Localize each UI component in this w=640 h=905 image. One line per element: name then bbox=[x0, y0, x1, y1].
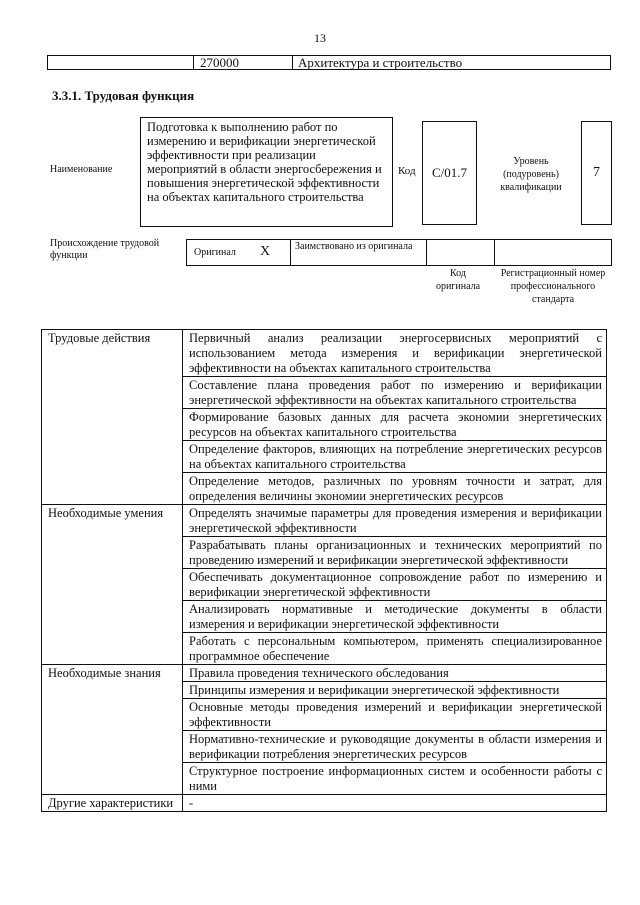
table-cell: Формирование базовых данных для расчета экономии энергетических ресурсов на объектах капитального строительства bbox=[183, 409, 607, 441]
table-cell: Составление плана проведения работ по измерению и верификации энергетической эффективности на объектах капитального строительства bbox=[183, 377, 607, 409]
table-row bbox=[42, 665, 607, 682]
row-label-knowledge: Необходимые знания bbox=[42, 665, 183, 795]
origin-label: Происхождение трудовой функции bbox=[50, 238, 160, 261]
table-cell: Структурное построение информационных систем и особенности работы с ними bbox=[183, 763, 607, 795]
table-cell: Работать с персональным компьютером, применять специализированное программное обеспечение bbox=[183, 633, 607, 665]
original-cell bbox=[187, 240, 291, 265]
table-row bbox=[42, 795, 607, 812]
table-row bbox=[42, 505, 607, 537]
page-number: 13 bbox=[314, 31, 326, 45]
original-label: Оригинал bbox=[194, 247, 236, 258]
reg-number-label: Регистрационный номер профессионального стандарта bbox=[500, 268, 606, 305]
borrowed-cell bbox=[291, 240, 427, 265]
original-mark: X bbox=[260, 244, 271, 259]
table-row bbox=[42, 330, 607, 377]
table-cell: Правила проведения технического обследования bbox=[183, 665, 607, 682]
table-cell: Определять значимые параметры для проведения измерения и верификации энергетической эффективности bbox=[183, 505, 607, 537]
function-code: C/01.7 bbox=[422, 121, 477, 225]
code-label: Код bbox=[398, 165, 416, 177]
qualification-level: 7 bbox=[581, 121, 612, 225]
row-label-skills: Необходимые умения bbox=[42, 505, 183, 665]
table-cell: Основные методы проведения измерений и верификации энергетической эффективности bbox=[183, 699, 607, 731]
occupation-code-row bbox=[47, 55, 611, 70]
occupation-name: Архитектура и строительство bbox=[298, 55, 463, 70]
table-cell: - bbox=[183, 795, 607, 812]
table-cell: Принципы измерения и верификации энергетической эффективности bbox=[183, 682, 607, 699]
section-title: 3.3.1. Трудовая функция bbox=[52, 88, 195, 103]
reg-number-cell bbox=[495, 240, 611, 265]
code-original-cell bbox=[427, 240, 495, 265]
occupation-code: 270000 bbox=[193, 55, 293, 70]
table-cell: Обеспечивать документационное сопровождение работ по измерению и верификации энергетической эффективности bbox=[183, 569, 607, 601]
origin-row bbox=[186, 239, 612, 266]
table-cell: Первичный анализ реализации энергосервисных мероприятий с использованием метода измерения и верификации энергетической эффективности на объектах капитального строительства bbox=[183, 330, 607, 377]
row-label-labor-actions: Трудовые действия bbox=[42, 330, 183, 505]
level-label: Уровень (подуровень) квалификации bbox=[500, 156, 562, 193]
function-name: Подготовка к выполнению работ по измерению и верификации энергетической эффективности при реализации мероприятий в области энергосбережения и повышения энергетической эффективности на объектах капитального строительства bbox=[140, 117, 393, 227]
table-cell: Анализировать нормативные и методические документы в области измерения и верификации энергетической эффективности bbox=[183, 601, 607, 633]
table-cell: Разрабатывать планы организационных и технических мероприятий по проведению измерений и верификации энергетической эффективности bbox=[183, 537, 607, 569]
name-label: Наименование bbox=[50, 164, 113, 175]
table-cell: Определение факторов, влияющих на потребление энергетических ресурсов на объектах капитального строительства bbox=[183, 441, 607, 473]
table-cell: Нормативно-технические и руководящие документы в области измерения и верификации потребления энергетических ресурсов bbox=[183, 731, 607, 763]
function-details-table bbox=[41, 329, 607, 812]
code-original-label: Код оригинала bbox=[435, 268, 481, 292]
borrowed-label: Заимствовано из оригинала bbox=[295, 241, 413, 252]
row-label-other: Другие характеристики bbox=[42, 795, 183, 812]
table-cell: Определение методов, различных по уровням точности и затрат, для определения величины экономии энергетических ресурсов bbox=[183, 473, 607, 505]
